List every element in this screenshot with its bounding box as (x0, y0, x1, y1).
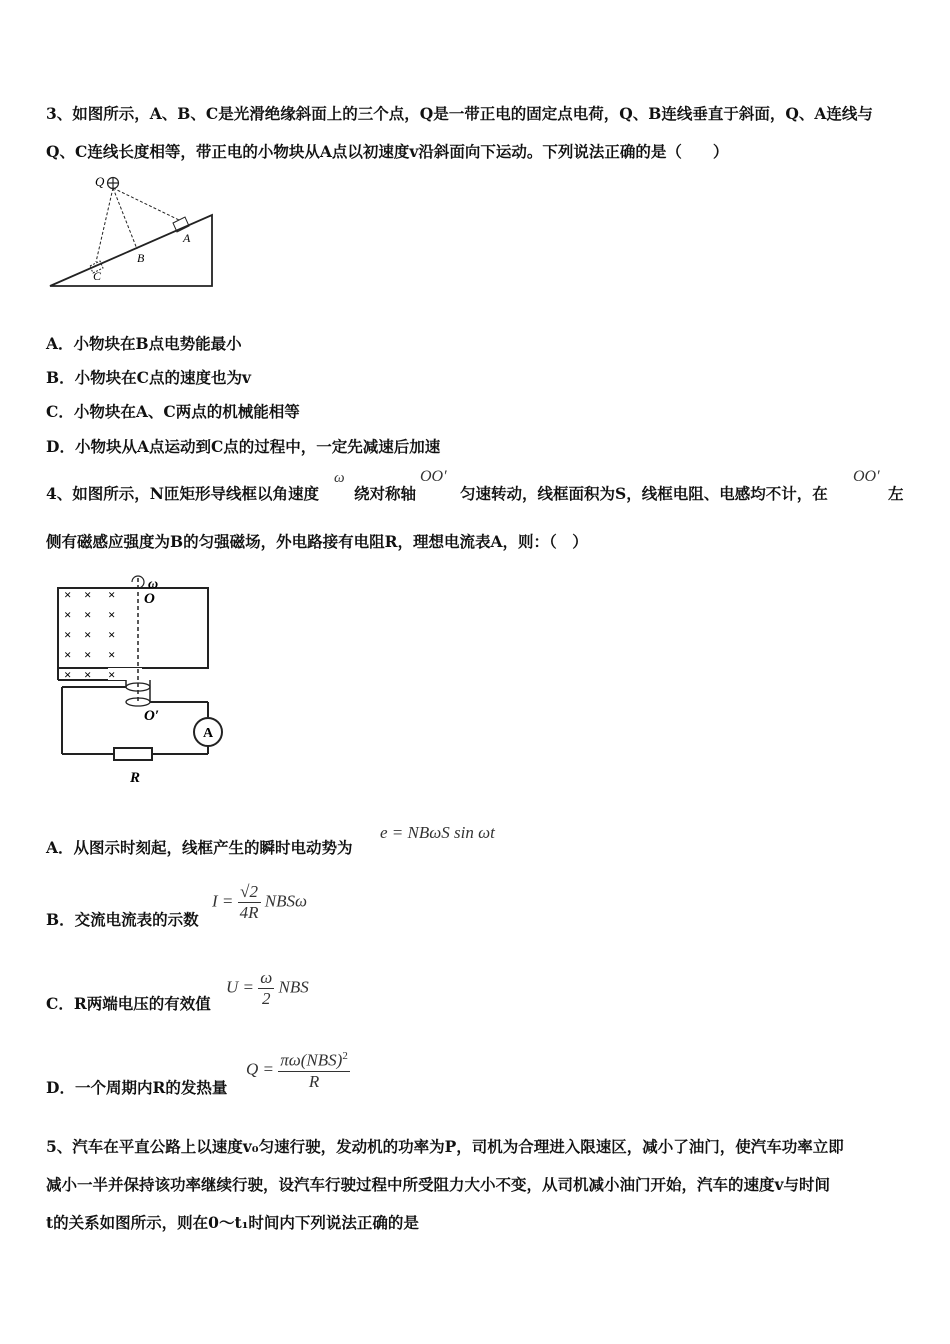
q4-option-d-den: R (308, 1071, 320, 1091)
svg-text:×: × (108, 627, 116, 642)
svg-text:×: × (84, 607, 92, 622)
q3-option-b: B．小物块在C点的速度也为v (46, 368, 251, 387)
q4-stem-line1-d: 左 (888, 484, 904, 503)
svg-text:×: × (84, 587, 92, 602)
q4-stem-line2: 侧有磁感应强度为B的匀强磁场，外电路接有电阻R，理想电流表A，则：（ ） (46, 532, 588, 551)
q4-omega-symbol: ω (334, 470, 345, 486)
q3-label-q: Q (95, 174, 105, 189)
q4-label-resistor: R (130, 770, 141, 786)
q4-label-ammeter: A (203, 726, 214, 741)
q4-option-b-lhs: I = (212, 891, 234, 911)
q4-label-o-top: O (144, 591, 155, 607)
svg-text:×: × (108, 607, 116, 622)
svg-text:×: × (84, 667, 92, 682)
q4-option-b-rhs: NBSω (264, 891, 308, 911)
q3-stem-line1: 3、如图所示，A、B、C是光滑绝缘斜面上的三个点，Q是一带正电的固定点电荷，Q、B连线垂直于斜面，Q、A连线与 (46, 104, 873, 123)
q3-label-b: B (137, 251, 145, 265)
q4-stem-line1-a: 4、如图所示，N匝矩形导线框以角速度 (46, 484, 319, 503)
q4-option-b-text: B．交流电流表的示数 (46, 910, 199, 929)
q4-option-a-formula: e = NBωS sin ωt (380, 823, 495, 842)
q5-stem-line1: 5、汽车在平直公路上以速度v₀匀速行驶，发动机的功率为P，司机为合理进入限速区，减小了油门，使汽车功率立即 (46, 1137, 844, 1156)
q4-stem-line1-b: 绕对称轴 (354, 484, 417, 503)
q4-option-d-num: πω(NBS) (280, 1050, 343, 1070)
svg-text:×: × (64, 607, 72, 622)
q3-option-c: C．小物块在A、C两点的机械能相等 (46, 402, 300, 421)
svg-text:×: × (84, 647, 92, 662)
q4-option-d-lhs: Q = (246, 1059, 274, 1079)
q4-option-c-rhs: NBS (278, 977, 309, 997)
svg-text:×: × (84, 627, 92, 642)
q4-axis-symbol-2: OO′ (853, 468, 880, 485)
q4-option-c-den: 2 (262, 989, 271, 1008)
svg-text:×: × (64, 627, 72, 642)
q4-option-b-num: √2 (238, 882, 261, 903)
svg-text:×: × (64, 647, 72, 662)
q4-option-b-den: 4R (239, 903, 259, 922)
q4-option-d-exp: 2 (342, 1050, 348, 1062)
q4-label-o-bottom: O′ (144, 708, 160, 724)
q3-option-a: A．小物块在B点电势能最小 (46, 334, 242, 353)
q4-axis-symbol: OO′ (420, 468, 447, 485)
svg-text:×: × (108, 587, 116, 602)
q3-option-d: D．小物块从A点运动到C点的过程中，一定先减速后加速 (46, 437, 441, 456)
q4-option-a-text: A．从图示时刻起，线框产生的瞬时电动势为 (46, 838, 353, 857)
q4-option-c-num: ω (260, 968, 273, 987)
q5-stem-line2: 减小一半并保持该功率继续行驶，设汽车行驶过程中所受阻力大小不变，从司机减小油门开始，汽车的速度v与时间 (46, 1175, 831, 1194)
svg-text:×: × (64, 587, 72, 602)
q4-option-c-lhs: U = (226, 977, 254, 997)
svg-text:×: × (64, 667, 72, 682)
q3-label-c: C (93, 269, 102, 283)
q4-option-c-formula (226, 968, 309, 1009)
q4-option-d-formula (246, 1050, 350, 1092)
q4-stem-line1-c: 匀速转动，线框面积为S，线框电阻、电感均不计，在 (460, 484, 828, 503)
q3-incline-figure (40, 170, 230, 295)
q3-label-a: A (183, 231, 191, 245)
q4-circuit-figure (40, 572, 240, 792)
q4-option-d-text: D．一个周期内R的发热量 (46, 1078, 228, 1097)
q3-stem-line2: Q、C连线长度相等，带正电的小物块从A点以初速度v沿斜面向下运动。下列说法正确的是（ ） (46, 142, 729, 161)
q5-stem-line3: t的关系如图所示，则在0～t₁时间内下列说法正确的是 (46, 1213, 419, 1232)
q4-label-omega: ω (148, 577, 159, 592)
q4-option-c-text: C．R两端电压的有效值 (46, 994, 211, 1013)
svg-text:×: × (108, 667, 116, 682)
svg-text:×: × (108, 647, 116, 662)
q4-option-b-formula (212, 882, 307, 923)
